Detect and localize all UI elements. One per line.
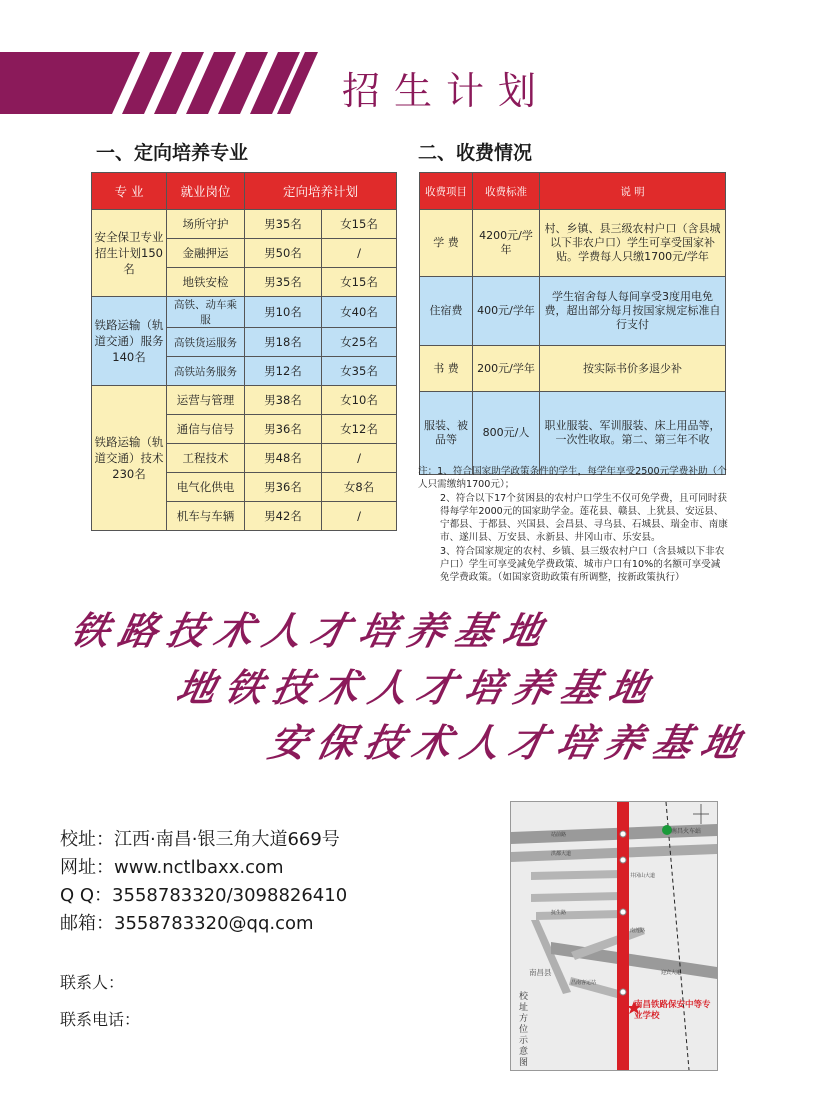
contact-phone: 联系电话： <box>60 1010 141 1029</box>
contact-address: 校址：江西·南昌·银三角大道669号 <box>60 829 340 850</box>
road-label: 站前路 <box>551 832 567 838</box>
female-cell: 女8名 <box>322 473 397 502</box>
road-label: 洪都大道 <box>551 851 572 857</box>
table-row <box>420 392 726 475</box>
female-cell: 女15名 <box>322 210 397 239</box>
header-fee-standard: 收费标准 <box>473 173 540 210</box>
note-1: 注：1、符合国家助学政策条件的学生，每学年享受2500元学费补助（个人只需缴纳1700元）； <box>418 466 727 491</box>
fee-notes <box>418 465 728 585</box>
fee-item-cell: 住宿费 <box>420 277 473 346</box>
fee-desc-cell: 村、乡镇、县三级农村户口（含县城以下非农户口）学生可享受国家补贴。学费每人只缴1700元/学年 <box>540 210 726 277</box>
male-cell: 男50名 <box>245 239 322 268</box>
map-caption: 校址方位示意图 <box>519 992 529 1068</box>
map-station-label: 南昌火车站 <box>671 828 702 835</box>
female-cell: / <box>322 502 397 531</box>
map-district-label: 南昌县 <box>529 968 552 977</box>
fee-standard-cell: 4200元/学年 <box>473 210 540 277</box>
header-fee-item: 收费项目 <box>420 173 473 210</box>
female-cell: 女40名 <box>322 297 397 328</box>
contact-website[interactable]: 网址：www.nctlbaxx.com <box>60 857 284 878</box>
major-cell: 铁路运输（轨道交通）服务140名 <box>92 297 167 386</box>
job-cell: 电气化供电 <box>167 473 245 502</box>
male-cell: 男36名 <box>245 415 322 444</box>
major-cell: 铁路运输（轨道交通）技术230名 <box>92 386 167 531</box>
job-cell: 场所守护 <box>167 210 245 239</box>
section-title-majors: 一、定向培养专业 <box>96 142 249 164</box>
contact-email[interactable]: 邮箱：3558783320@qq.com <box>60 913 314 934</box>
male-cell: 男48名 <box>245 444 322 473</box>
fee-item-cell: 服装、被品等 <box>420 392 473 475</box>
header-job: 就业岗位 <box>167 173 245 210</box>
header-fee-desc: 说 明 <box>540 173 726 210</box>
header-stripes <box>0 52 320 114</box>
table-row <box>92 386 397 415</box>
map-roads <box>511 802 717 1070</box>
road-label: 迎宾大道 <box>661 970 682 976</box>
table-row <box>420 210 726 277</box>
contact-qq: Q Q：3558783320/3098826410 <box>60 885 348 906</box>
location-map <box>510 801 718 1071</box>
job-cell: 工程技术 <box>167 444 245 473</box>
job-cell: 机车与车辆 <box>167 502 245 531</box>
job-cell: 高铁、动车乘服 <box>167 297 245 328</box>
job-cell: 高铁站务服务 <box>167 357 245 386</box>
female-cell: 女25名 <box>322 328 397 357</box>
table-row <box>420 346 726 392</box>
fee-standard-cell: 400元/学年 <box>473 277 540 346</box>
female-cell: / <box>322 239 397 268</box>
female-cell: 女15名 <box>322 268 397 297</box>
job-cell: 通信与信号 <box>167 415 245 444</box>
fee-item-cell: 书 费 <box>420 346 473 392</box>
male-cell: 男12名 <box>245 357 322 386</box>
road-label: 南莲路 <box>630 928 646 934</box>
fee-desc-cell: 学生宿舍每人每间享受3度用电免费，超出部分每月按国家规定标准自行支付 <box>540 277 726 346</box>
job-cell: 金融押运 <box>167 239 245 268</box>
male-cell: 男10名 <box>245 297 322 328</box>
page-title: 招生计划 <box>342 69 551 113</box>
slogan-subway: 地铁技术人才培养基地 <box>172 665 663 710</box>
map-school-label: 南昌铁路保安中等专业学校 <box>634 1000 711 1021</box>
male-cell: 男18名 <box>245 328 322 357</box>
majors-table <box>91 172 397 531</box>
fee-standard-cell: 800元/人 <box>473 392 540 475</box>
road-label: 抚生路 <box>551 910 567 916</box>
job-cell: 地铁安检 <box>167 268 245 297</box>
slogan-security: 安保技术人才培养基地 <box>264 720 755 765</box>
male-cell: 男35名 <box>245 210 322 239</box>
note-2: 2、符合以下17个贫困县的农村户口学生不仅可免学费，且可同时获得每学年2000元的国家助学金。莲花县、赣县、上犹县、安远县、宁都县、于都县、兴国县、会昌县、寻乌县、石城县、瑞金市、南康市、遂川县、万安县、永新县、井冈山市、乐安县。 <box>440 492 728 544</box>
job-cell: 运营与管理 <box>167 386 245 415</box>
job-cell: 高铁货运服务 <box>167 328 245 357</box>
table-header-row <box>420 173 726 210</box>
female-cell: 女10名 <box>322 386 397 415</box>
major-cell: 安全保卫专业招生计划150名 <box>92 210 167 297</box>
section-title-fees: 二、收费情况 <box>418 142 533 164</box>
female-cell: 女35名 <box>322 357 397 386</box>
fees-table <box>419 172 726 475</box>
male-cell: 男42名 <box>245 502 322 531</box>
female-cell: / <box>322 444 397 473</box>
male-cell: 男38名 <box>245 386 322 415</box>
contact-person: 联系人： <box>60 973 125 992</box>
fee-desc-cell: 职业服装、军训服装、床上用品等，一次性收取。第二、第三年不收 <box>540 392 726 475</box>
header-major: 专 业 <box>92 173 167 210</box>
male-cell: 男35名 <box>245 268 322 297</box>
header-plan: 定向培养计划 <box>245 173 397 210</box>
fee-standard-cell: 200元/学年 <box>473 346 540 392</box>
fee-item-cell: 学 费 <box>420 210 473 277</box>
female-cell: 女12名 <box>322 415 397 444</box>
table-row <box>92 210 397 239</box>
male-cell: 男36名 <box>245 473 322 502</box>
road-label: 井冈山大道 <box>630 873 656 879</box>
table-row <box>420 277 726 346</box>
road-label: 昌南客运站 <box>571 980 597 986</box>
table-row <box>92 297 397 328</box>
fee-desc-cell: 按实际书价多退少补 <box>540 346 726 392</box>
slogan-railway: 铁路技术人才培养基地 <box>66 608 557 653</box>
note-3: 3、符合国家规定的农村、乡镇、县三级农村户口（含县城以下非农户口）学生可享受减免学费政策、城市户口有10%的名额可享受减免学费政策。（如国家资助政策有所调整，按新政策执行） <box>440 545 725 584</box>
table-header-row <box>92 173 397 210</box>
